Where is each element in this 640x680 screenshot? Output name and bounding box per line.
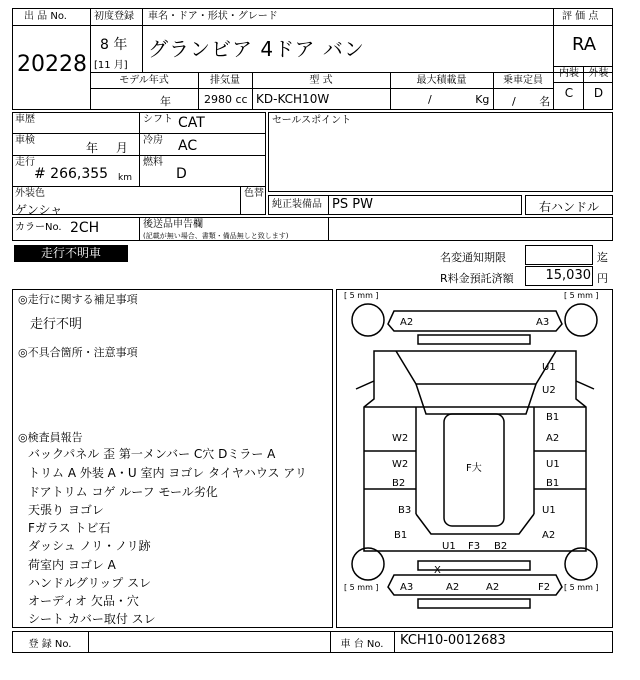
damage-mark: A2 — [546, 433, 560, 444]
mirror-left — [356, 381, 374, 389]
mileage-label: 走行 — [15, 157, 35, 168]
divider — [88, 631, 89, 653]
name-label: 車名・ドア・形状・グレード — [148, 11, 278, 22]
tire-depth-label: [ 5 mm ] — [564, 583, 599, 592]
damage-mark: X — [434, 565, 441, 576]
recolor-label: 色替 — [244, 188, 264, 199]
recycle-unit: 円 — [597, 272, 608, 285]
reg-label: 登 録 No. — [28, 639, 72, 650]
color-row — [12, 217, 613, 241]
inspector-line: ドアトリム コゲ ルーフ モール劣化 — [28, 485, 218, 499]
inspector-line: バックパネル 歪 第一メンバー C穴 Dミラー A — [28, 447, 276, 461]
driving-text: 走行不明 — [30, 317, 83, 332]
handle-value: 右ハンドル — [538, 200, 599, 214]
footer-row — [12, 631, 613, 653]
first-reg-month: [11 月] — [94, 60, 128, 71]
wheel-rear-right — [565, 548, 597, 580]
damage-mark: A2 — [446, 582, 460, 593]
damage-mark: A2 — [542, 530, 556, 541]
damage-mark: U2 — [542, 385, 556, 396]
mileage-unit: km — [118, 173, 132, 183]
max-load-label: 最大積載量 — [416, 75, 467, 86]
inspector-line: ダッシュ ノリ・ノリ跡 — [28, 539, 151, 553]
inspector-line: Fガラス トビ石 — [28, 521, 111, 535]
inspector-line: 天張り ヨゴレ — [28, 503, 104, 517]
type-code: KD-KCH10W — [256, 92, 330, 106]
front-grille — [418, 335, 530, 344]
inspection-value: 年 月 — [86, 141, 128, 155]
damage-mark: A3 — [536, 317, 550, 328]
damage-mark: W2 — [392, 459, 409, 470]
wheel-rear-left — [352, 548, 384, 580]
model-year-label: モデル年式 — [119, 75, 169, 86]
divider — [90, 8, 91, 110]
damage-mark: A2 — [400, 317, 414, 328]
type-label: 型 式 — [309, 75, 333, 86]
divider — [12, 133, 266, 134]
lot-number: 20228 — [17, 52, 87, 77]
damage-mark: B2 — [392, 478, 406, 489]
shift-value: CAT — [178, 115, 205, 131]
grade-label: 評 価 点 — [562, 11, 599, 22]
tire-depth-label: [ 5 mm ] — [344, 291, 379, 300]
recycle-label: R料金預託済額 — [440, 272, 514, 285]
interior-grade: C — [564, 86, 574, 100]
damage-mark: W2 — [392, 433, 409, 444]
ext-color-label: 外装色 — [15, 188, 45, 199]
fuel-value: D — [176, 166, 187, 182]
capacity-value: / 名 — [512, 95, 551, 108]
hood-line — [396, 351, 556, 384]
divider — [394, 631, 395, 653]
driving-title: ◎走行に関する補足事項 — [18, 293, 138, 306]
inspector-line: トリム A 外装 A・U 室内 ヨゴレ タイヤハウス アリ — [28, 466, 307, 480]
history-label: 車歴 — [15, 114, 35, 125]
windshield — [416, 384, 536, 414]
inspection-label: 車検 — [15, 135, 35, 146]
inspector-line: オーディオ 欠品・穴 — [28, 594, 139, 608]
ext-color-value: ゲンシャ — [15, 203, 63, 217]
divider — [139, 217, 140, 241]
color-no-value: 2CH — [70, 220, 100, 236]
rear-step — [418, 599, 530, 608]
damage-mark: A2 — [486, 582, 500, 593]
tire-depth-label: [ 5 mm ] — [564, 291, 599, 300]
sales-points-label: セールスポイント — [272, 115, 352, 126]
notice-box — [525, 245, 593, 265]
divider — [142, 8, 143, 72]
divider — [240, 186, 241, 215]
exterior-label: 外装 — [588, 68, 609, 79]
status-badge: 走行不明車 — [14, 245, 128, 262]
capacity-label: 乗車定員 — [503, 75, 543, 86]
damage-mark: A3 — [400, 582, 414, 593]
grade-value: RA — [571, 34, 597, 55]
defects-title: ◎不具合箇所・注意事項 — [18, 346, 138, 359]
divider — [12, 25, 613, 26]
damage-mark: F大 — [466, 463, 482, 474]
damage-mark: U1 — [442, 541, 456, 552]
displacement-label: 排気量 — [210, 75, 240, 86]
ac-value: AC — [178, 138, 198, 154]
divider — [90, 88, 553, 89]
mirror-right — [576, 381, 594, 389]
inspector-line: 荷室内 ヨゴレ A — [28, 558, 116, 572]
shift-label: シフト — [143, 114, 173, 125]
damage-mark: B3 — [398, 505, 412, 516]
damage-mark: F2 — [538, 582, 551, 593]
aftermarket-label: 後送品申告欄 — [143, 219, 203, 230]
damage-mark: U1 — [546, 459, 560, 470]
first-reg-year: 8 年 — [100, 37, 128, 53]
damage-mark: B1 — [394, 530, 408, 541]
mileage-value: # 266,355 — [34, 166, 109, 182]
divider — [90, 72, 613, 73]
recycle-value: 15,030 — [545, 268, 591, 283]
damage-mark: U1 — [542, 362, 556, 373]
fuel-label: 燃料 — [143, 157, 163, 168]
ac-label: 冷房 — [143, 135, 163, 146]
inspector-line: シート カバー取付 スレ — [28, 612, 156, 626]
lot-label: 出 品 No. — [24, 11, 67, 22]
max-load-value: / Kg — [428, 93, 490, 106]
divider — [12, 155, 266, 156]
damage-mark: B1 — [546, 412, 560, 423]
rear-window — [416, 514, 534, 534]
damage-mark: B2 — [494, 541, 508, 552]
model-year-unit: 年 — [160, 95, 171, 108]
divider — [553, 8, 554, 110]
notice-label: 名変通知期限 — [440, 251, 506, 264]
divider — [139, 112, 140, 187]
divider — [328, 217, 329, 241]
divider — [328, 195, 329, 215]
displacement-value: 2980 cc — [204, 93, 248, 106]
wheel-front-right — [565, 304, 597, 336]
equipment-label: 純正装備品 — [272, 199, 322, 210]
aftermarket-note: (記載が無い場合、書類・備品無しと致します) — [143, 232, 289, 240]
rear-bumper — [388, 575, 562, 595]
first-reg-label: 初度登録 — [94, 11, 134, 22]
divider — [12, 186, 266, 187]
interior-label: 内装 — [559, 68, 579, 79]
damage-mark: F3 — [468, 541, 481, 552]
chassis-label: 車 台 No. — [340, 639, 384, 650]
inspector-line: ハンドルグリップ スレ — [28, 576, 152, 590]
wheel-front-left — [352, 304, 384, 336]
divider — [553, 82, 613, 83]
notice-unit: 迄 — [597, 251, 608, 264]
damage-mark: U1 — [542, 505, 556, 516]
chassis-number: KCH10-0012683 — [400, 633, 506, 648]
color-no-label: カラーNo. — [15, 222, 62, 233]
inspector-title: ◎検査員報告 — [18, 431, 83, 444]
car-name: グランビア 4ドア バン — [148, 37, 365, 61]
tire-depth-label: [ 5 mm ] — [344, 583, 379, 592]
equipment-value: PS PW — [332, 197, 373, 212]
exterior-grade: D — [593, 86, 604, 100]
car-diagram — [336, 289, 613, 628]
damage-mark: B1 — [546, 478, 560, 489]
